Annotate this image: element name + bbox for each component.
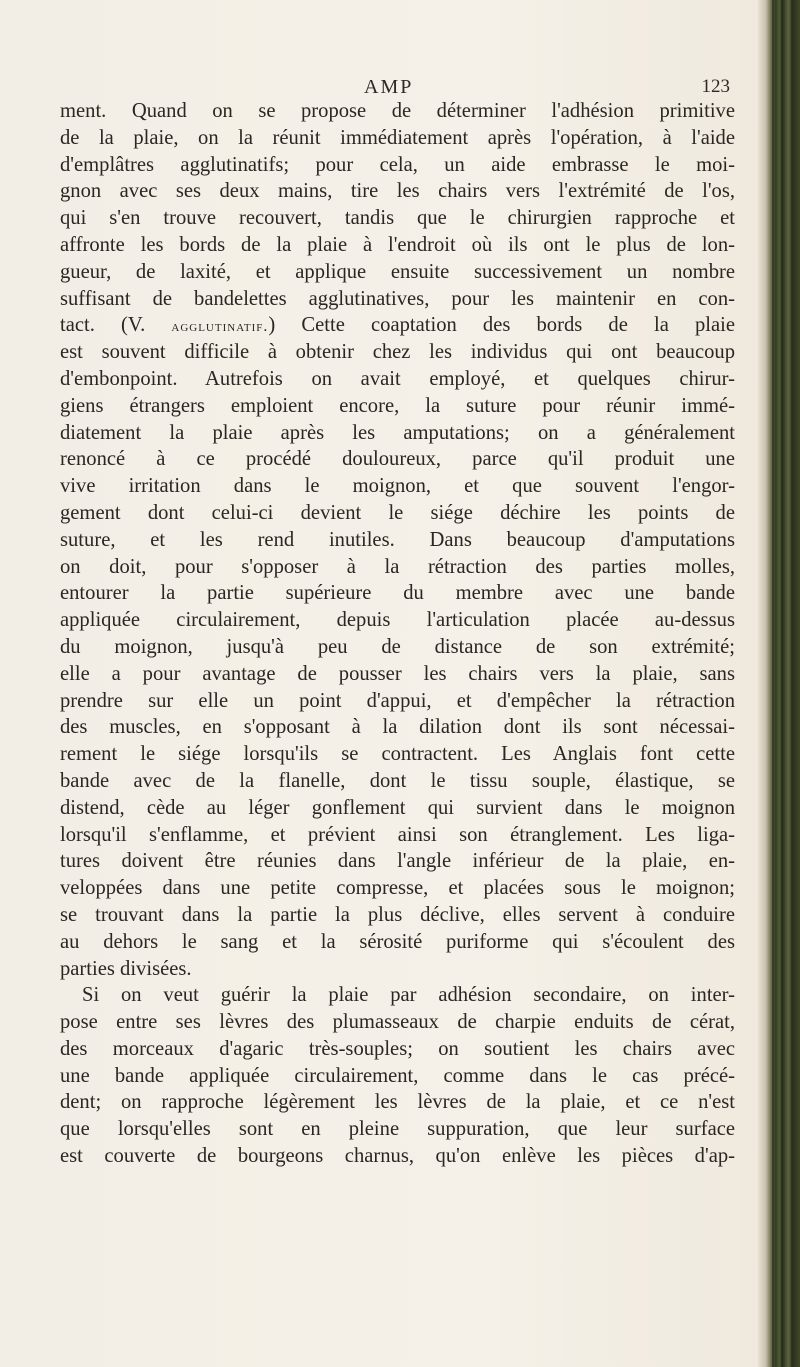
running-head: AMP bbox=[364, 76, 414, 98]
body-text bbox=[60, 98, 735, 1170]
text-line: elle a pour avantage de pousser les chairs vers la plaie, sans bbox=[60, 662, 735, 685]
text-line: ment. Quand on se propose de déterminer l'adhésion primitive bbox=[60, 100, 735, 122]
paragraph-start-line: Si on veut guérir la plaie par adhésion secondaire, on inter- bbox=[82, 984, 735, 1007]
text-line: veloppées dans une petite compresse, et placées sous le moignon; bbox=[60, 877, 735, 900]
text-line: des morceaux d'agaric très-souples; on soutient les chairs avec bbox=[60, 1037, 735, 1060]
cross-reference: agglutinatif. bbox=[171, 318, 269, 336]
text-line: est couverte de bourgeons charnus, qu'on enlève les pièces d'ap- bbox=[60, 1145, 735, 1168]
text-line: on doit, pour s'opposer à la rétraction des parties molles, bbox=[60, 555, 735, 578]
text-line: au dehors le sang et la sérosité puriforme qui s'écoulent des bbox=[60, 930, 735, 953]
text-line: gueur, de laxité, et applique ensuite successivement un nombre bbox=[60, 260, 735, 283]
text-line: d'embonpoint. Autrefois on avait employé, et quelques chirur- bbox=[60, 367, 735, 390]
book-binding-edge bbox=[758, 0, 800, 1367]
text-line: du moignon, jusqu'à peu de distance de son extrémité; bbox=[60, 635, 735, 658]
text-line: affronte les bords de la plaie à l'endroit où ils ont le plus de lon- bbox=[60, 233, 735, 256]
text-line: qui s'en trouve recouvert, tandis que le chirurgien rapproche et bbox=[60, 207, 735, 230]
text-line: appliquée circulairement, depuis l'articulation placée au-dessus bbox=[60, 609, 735, 632]
text-line: entourer la partie supérieure du membre avec une bande bbox=[60, 582, 735, 605]
text-line: pose entre ses lèvres des plumasseaux de charpie enduits de cérat, bbox=[60, 1011, 735, 1034]
text-line: d'emplâtres agglutinatifs; pour cela, un aide embrasse le moi- bbox=[60, 153, 735, 176]
paragraph-end-line: parties divisées. bbox=[60, 957, 192, 980]
text-line: une bande appliquée circulairement, comme dans le cas précé- bbox=[60, 1064, 735, 1087]
reference-suffix: ) Cette coaptation des bords de la plaie bbox=[268, 314, 735, 337]
text-line: vive irritation dans le moignon, et que souvent l'engor- bbox=[60, 475, 735, 498]
binding-stripe bbox=[791, 0, 793, 1367]
text-line: giens étrangers emploient encore, la suture pour réunir immé- bbox=[60, 394, 735, 417]
text-line: dent; on rapproche légèrement les lèvres de la plaie, et ce n'est bbox=[60, 1091, 735, 1114]
text-line: lorsqu'il s'enflamme, et prévient ainsi son étranglement. Les liga- bbox=[60, 823, 735, 846]
text-line: des muscles, en s'opposant à la dilation dont ils sont nécessai- bbox=[60, 716, 735, 739]
binding-stripe bbox=[781, 0, 783, 1367]
text-line: gement dont celui-ci devient le siége déchire les points de bbox=[60, 501, 735, 524]
page-number: 123 bbox=[701, 76, 730, 97]
binding-stripe bbox=[772, 0, 774, 1367]
reference-prefix: tact. (V. bbox=[60, 314, 146, 337]
text-line: bande avec de la flanelle, dont le tissu souple, élastique, se bbox=[60, 769, 735, 792]
text-line: prendre sur elle un point d'appui, et d'empêcher la rétraction bbox=[60, 689, 735, 712]
text-line: diatement la plaie après les amputations; on a généralement bbox=[60, 421, 735, 444]
text-line: que lorsqu'elles sont en pleine suppuration, que leur surface bbox=[60, 1118, 735, 1141]
text-line: se trouvant dans la partie la plus déclive, elles servent à conduire bbox=[60, 903, 735, 926]
text-line: suffisant de bandelettes agglutinatives, pour les maintenir en con- bbox=[60, 287, 735, 310]
text-line: de la plaie, on la réunit immédiatement après l'opération, à l'aide bbox=[60, 126, 735, 149]
text-line: est souvent difficile à obtenir chez les individus qui ont beaucoup bbox=[60, 341, 735, 364]
text-line: tures doivent être réunies dans l'angle inférieur de la plaie, en- bbox=[60, 850, 735, 873]
text-line: renoncé à ce procédé douloureux, parce qu'il produit une bbox=[60, 448, 735, 471]
text-line-with-reference bbox=[60, 312, 735, 339]
text-line: rement le siége lorsqu'ils se contractent. Les Anglais font cette bbox=[60, 743, 735, 766]
text-line: suture, et les rend inutiles. Dans beaucoup d'amputations bbox=[60, 528, 735, 551]
text-line: gnon avec ses deux mains, tire les chairs vers l'extrémité de l'os, bbox=[60, 180, 735, 203]
text-line: distend, cède au léger gonflement qui survient dans le moignon bbox=[60, 796, 735, 819]
